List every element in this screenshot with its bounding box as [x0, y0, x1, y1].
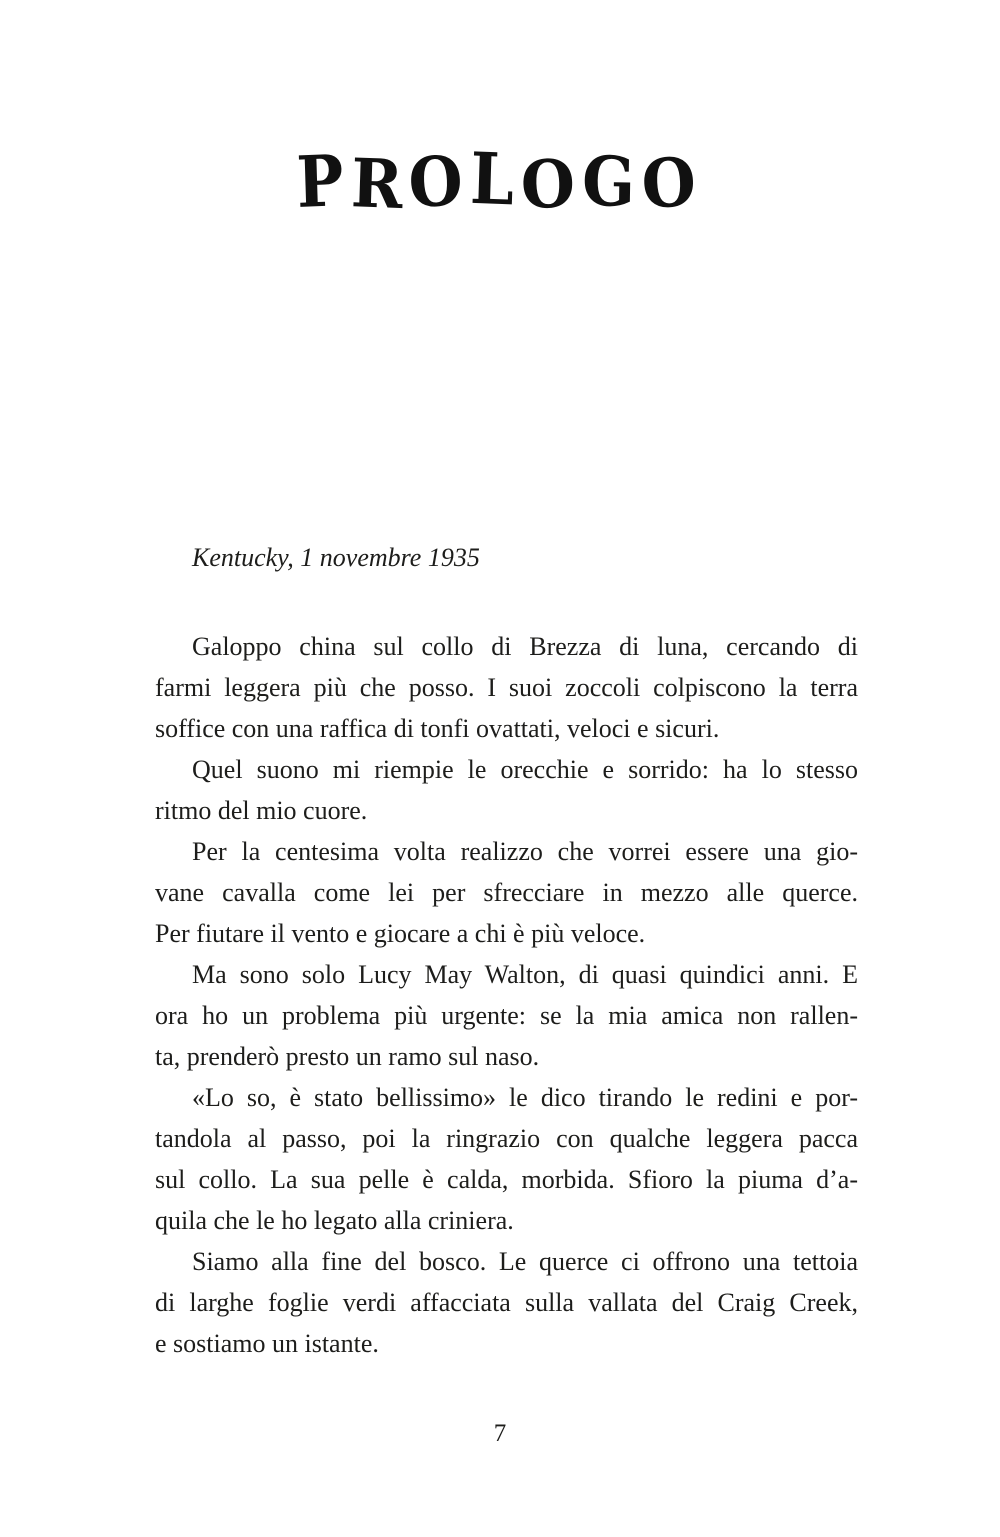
text-line: Quel suono mi riempie le orecchie e sorrido: ha lo stesso [192, 755, 858, 784]
text-line: quila che le ho legato alla criniera. [155, 1206, 514, 1235]
text-line: vane cavalla come lei per sfrecciare in mezzo alle querce. [155, 878, 858, 907]
text-line: ta, prenderò presto un ramo sul naso. [155, 1042, 540, 1071]
body-text [155, 626, 858, 1364]
title-letter: O [407, 139, 472, 224]
text-line: Per fiutare il vento e giocare a chi è più veloce. [155, 919, 646, 948]
page-number: 7 [493, 1420, 507, 1447]
text-line: di larghe foglie verdi affacciata sulla vallata del Craig Creek, [155, 1288, 858, 1317]
text-line: Siamo alla fine del bosco. Le querce ci offrono una tettoia [192, 1247, 858, 1276]
text-line: farmi leggera più che posso. I suoi zoccoli colpiscono la terra [155, 673, 858, 702]
title-letter: O [519, 144, 583, 224]
title-letter: P [295, 138, 352, 225]
dateline: Kentucky, 1 novembre 1935 [192, 543, 480, 572]
text-line: Galoppo china sul collo di Brezza di luna, cercando di [192, 632, 858, 661]
text-line: ritmo del mio cuore. [155, 796, 368, 825]
title-letter: R [349, 143, 411, 225]
text-line: sul collo. La sua pelle è calda, morbida. Sfioro la piuma d’a- [155, 1165, 858, 1194]
title-letter: O [639, 141, 705, 225]
text-line: Per la centesima volta realizzo che vorrei essere una gio- [192, 837, 858, 866]
title-letter: L [469, 136, 523, 222]
chapter-title [0, 136, 1000, 225]
text-line: «Lo so, è stato bellissimo» le dico tirando le redini e por- [192, 1083, 858, 1112]
text-line: e sostiamo un istante. [155, 1329, 379, 1358]
title-letter: G [581, 141, 643, 223]
text-line: soffice con una raffica di tonfi ovattati, veloci e sicuri. [155, 714, 720, 743]
text-line: Ma sono solo Lucy May Walton, di quasi quindici anni. E [192, 960, 858, 989]
text-line: ora ho un problema più urgente: se la mia amica non rallen- [155, 1001, 858, 1030]
text-line: tandola al passo, poi la ringrazio con qualche leggera pacca [155, 1124, 858, 1153]
